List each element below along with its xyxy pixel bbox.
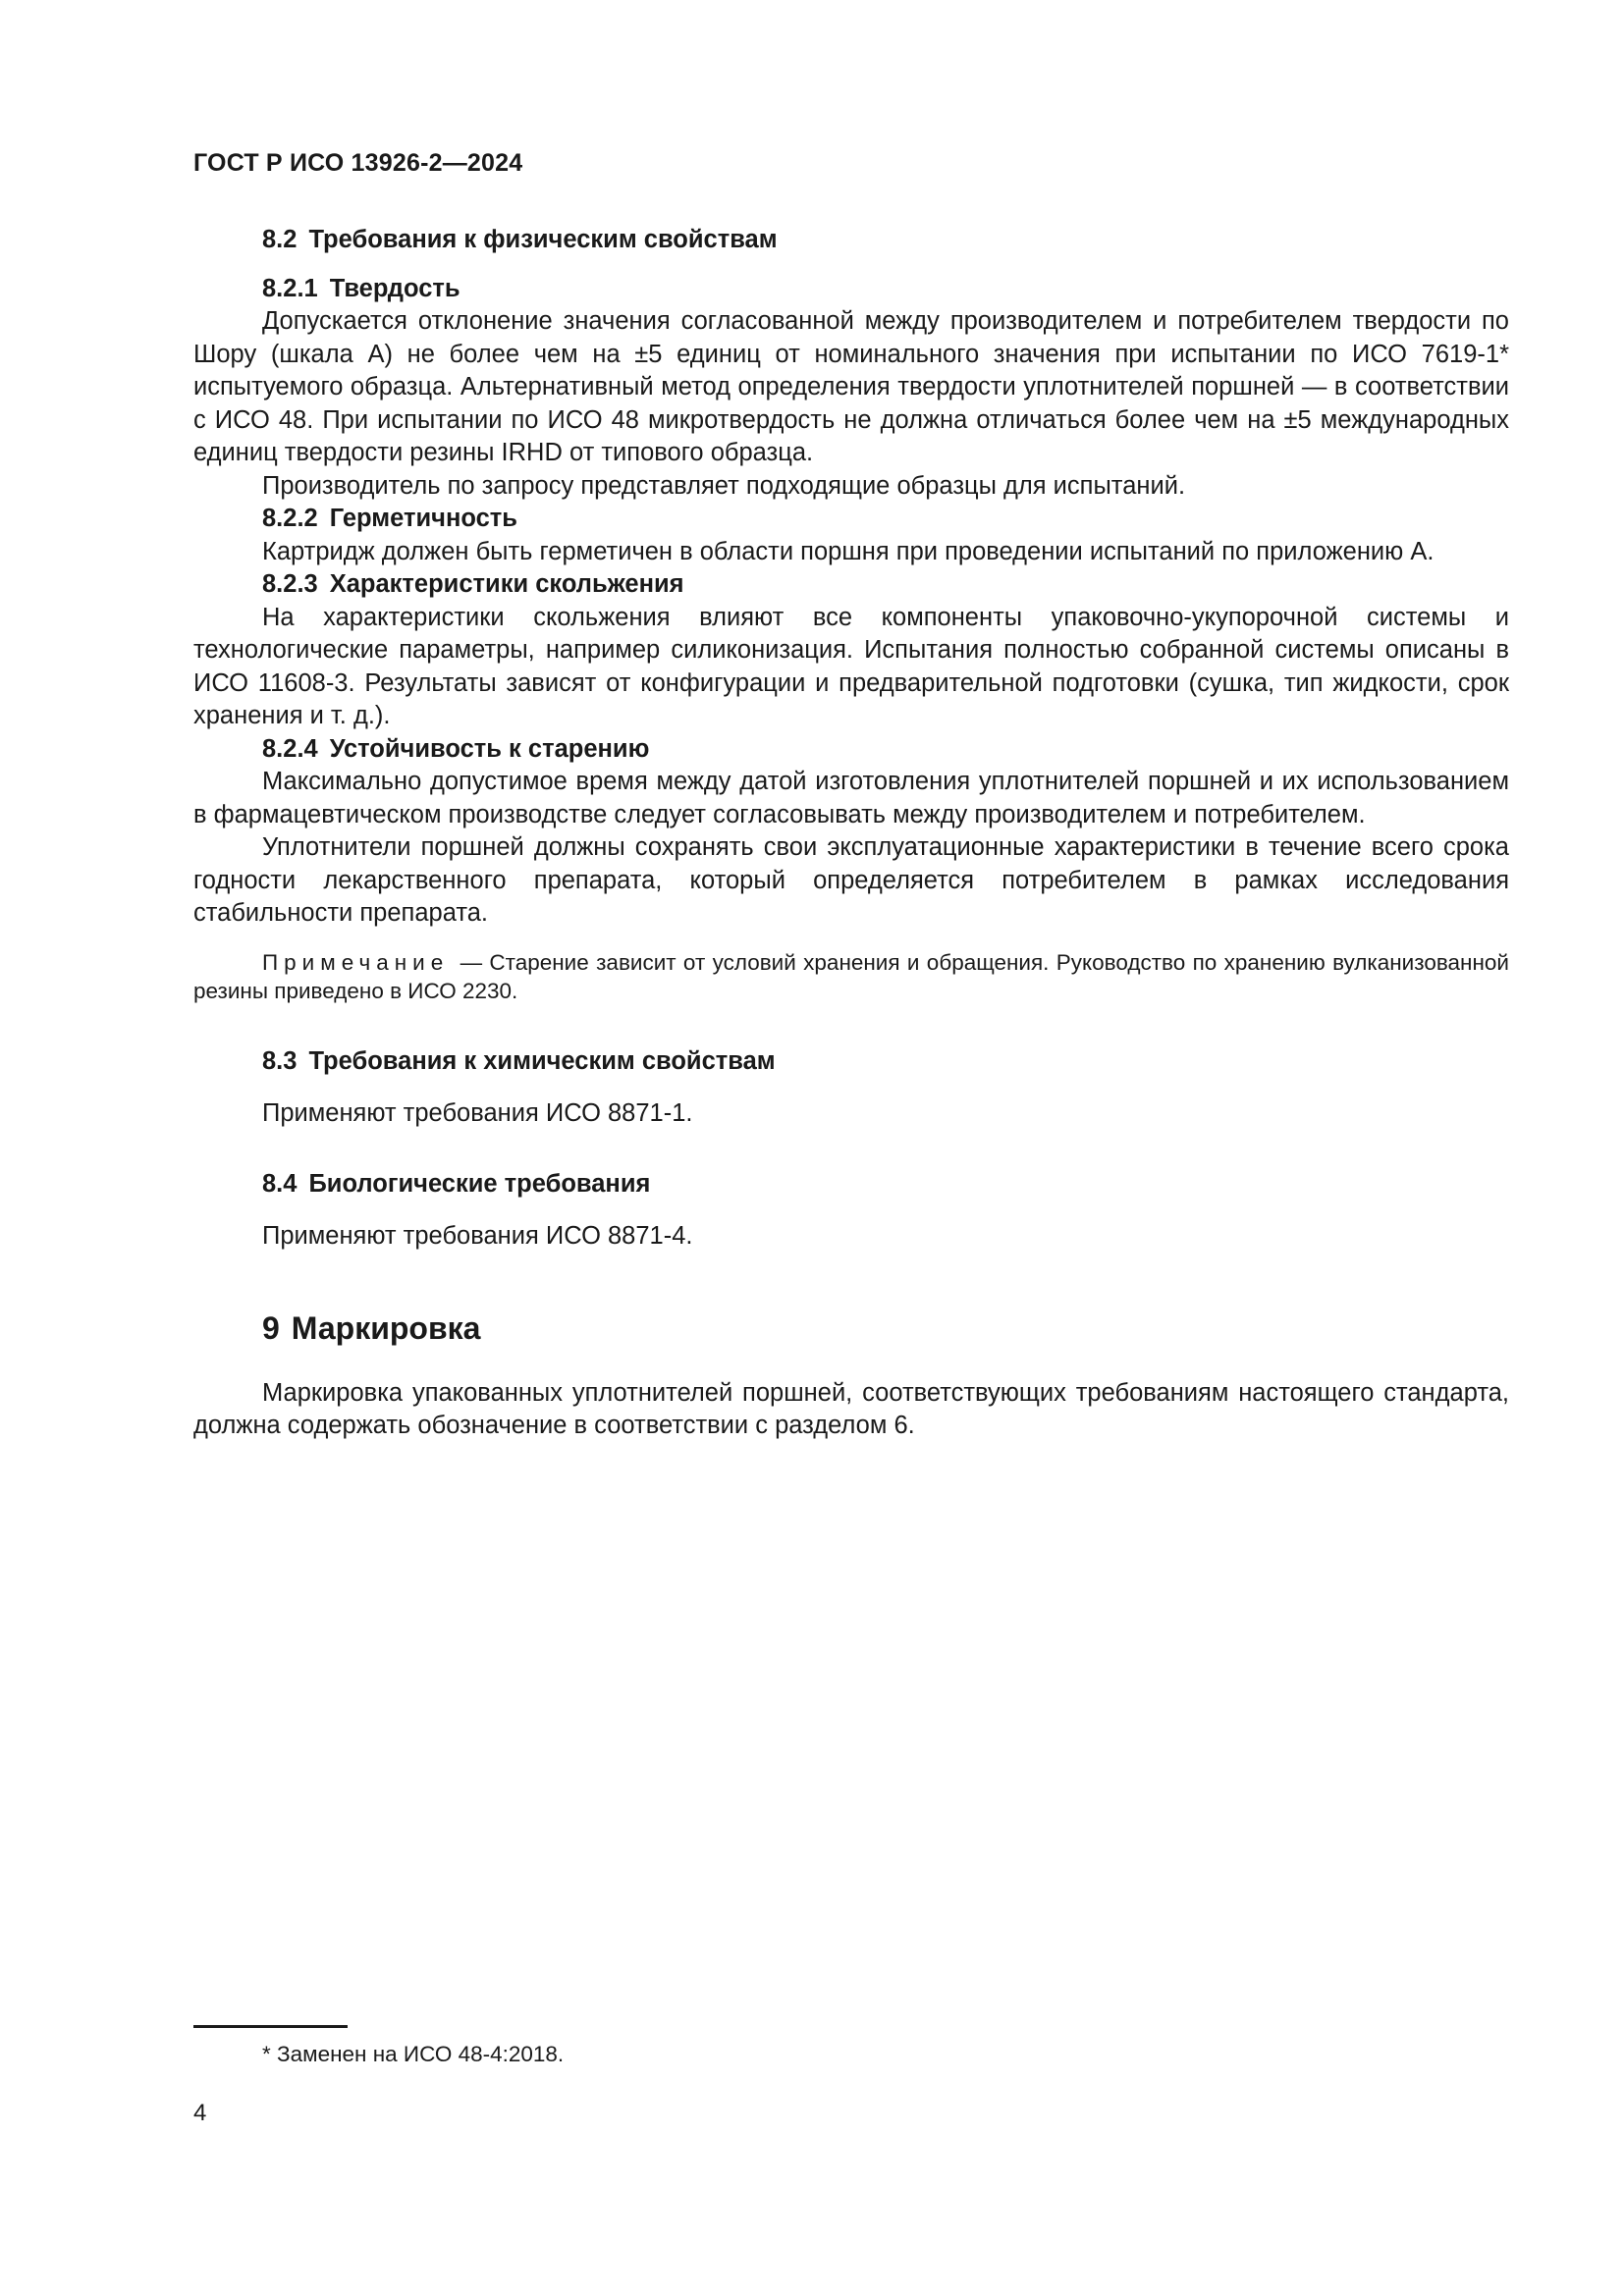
section-8-2-1-heading [193, 273, 1509, 306]
note [193, 948, 1509, 1006]
paragraph: Применяют требования ИСО 8871-4. [262, 1222, 693, 1250]
footnote-separator [193, 2025, 348, 2028]
paragraph: Картридж должен быть герметичен в области поршня при проведении испытаний по приложению А. [262, 537, 1435, 565]
section-8-4-heading [193, 1168, 1509, 1201]
section-number: 8.2.3 [262, 570, 318, 598]
section-number: 8.2.4 [262, 734, 318, 763]
section-number: 8.2.1 [262, 274, 318, 302]
section-8-2-2-heading [193, 503, 1509, 536]
section-title: Требования к химическим свойствам [308, 1046, 776, 1075]
standard-designation: ГОСТ Р ИСО 13926-2—2024 [193, 149, 523, 177]
paragraph: Производитель по запросу представляет подходящие образцы для испытаний. [262, 471, 1186, 500]
section-number: 8.2.2 [262, 505, 318, 532]
note-text: — Старение зависит от условий хранения и обращения. Руководство по хранению вулканизованной резины приведено в ИСО 2230. [193, 949, 1509, 1003]
paragraph: На характеристики скольжения влияют все компоненты упаковочно-укупорочной системы и технологические параметры, например силиконизация. Испытания полностью собранной системы описаны в ИСО 11608-3. Результаты зависят от конфигурации и предварительной подготовки (сушка, тип жидкости, срок хранения и т. д.). [193, 603, 1509, 729]
section-8-2-3-heading [193, 568, 1509, 602]
page-number: 4 [193, 2100, 207, 2126]
paragraph: Максимально допустимое время между датой изготовления уплотнителей поршней и их использованием в фармацевтическом производстве следует согласовывать между производителем и потребителем. [193, 768, 1509, 828]
section-number: 8.3 [262, 1046, 298, 1075]
section-title: Характеристики скольжения [329, 570, 684, 598]
footnote: * Заменен на ИСО 48-4:2018. [262, 2042, 565, 2066]
section-number: 9 [262, 1309, 280, 1346]
paragraph: Допускается отклонение значения согласованной между производителем и потребителем твердости по Шору (шкала А) не более чем на ±5 единиц от номинального значения при испытании по ИСО 7619-1* испытуемого образца. Альтернативный метод определения твердости уплотнителей поршней — в соответствии с ИСО 48. При испытании по ИСО 48 микротвердость не должна отличаться более чем на ±5 международных единиц твердости резины IRHD от типового образца. [193, 307, 1509, 466]
section-number: 8.2 [262, 226, 298, 253]
section-9-heading [193, 1308, 1509, 1348]
paragraph: Уплотнители поршней должны сохранять свои эксплуатационные характеристики в течение всего срока годности лекарственного препарата, который определяется потребителем в рамках исследования стабильности препарата. [193, 833, 1509, 927]
section-title: Устойчивость к старению [329, 734, 650, 763]
paragraph: Применяют требования ИСО 8871-1. [262, 1099, 693, 1127]
section-title: Твердость [329, 274, 460, 302]
section-title: Маркировка [291, 1309, 481, 1346]
section-8-3-heading [193, 1045, 1509, 1079]
section-title: Герметичность [329, 505, 517, 532]
section-8-2-heading [193, 224, 1509, 257]
section-8-2-4-heading [193, 733, 1509, 767]
section-number: 8.4 [262, 1169, 298, 1198]
section-title: Требования к физическим свойствам [308, 226, 778, 253]
paragraph: Маркировка упакованных уплотнителей поршней, соответствующих требованиям настоящего стандарта, должна содержать обозначение в соответствии с разделом 6. [193, 1378, 1509, 1439]
page-content [193, 224, 1509, 1443]
note-label: Примечание [262, 949, 450, 975]
section-title: Биологические требования [308, 1169, 651, 1198]
